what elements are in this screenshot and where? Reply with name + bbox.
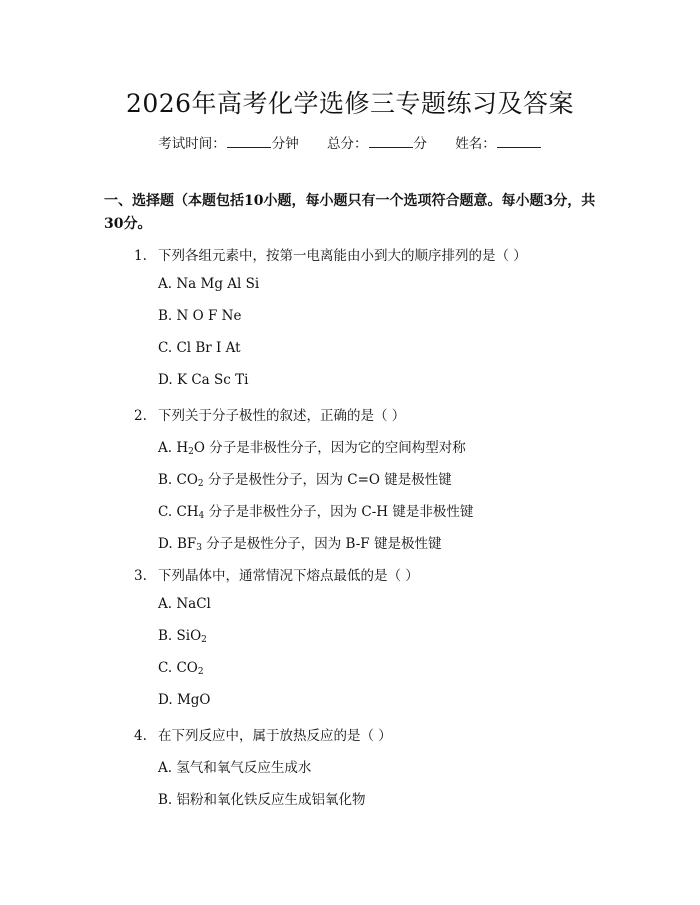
option-letter: B.	[158, 792, 173, 808]
option-letter: C.	[158, 660, 173, 676]
option-letter: D.	[158, 536, 173, 552]
exam-time-field	[158, 132, 299, 152]
option-letter: B.	[158, 308, 173, 324]
section-heading: 一、选择题（本题包括10小题，每小题只有一个选项符合题意。每小题3分，共30分。	[104, 193, 596, 232]
formula-text: BF	[176, 536, 197, 552]
formula-text: SiO	[176, 628, 202, 644]
formula-subscript: 2	[201, 635, 207, 645]
question-1	[134, 244, 527, 264]
time-label: 考试时间：	[158, 136, 226, 152]
option-2b	[158, 468, 452, 488]
question-number: 4.	[134, 728, 147, 744]
total-score-field	[327, 132, 427, 152]
name-label: 姓名：	[455, 136, 496, 152]
score-label: 总分：	[327, 136, 368, 152]
time-blank	[227, 135, 271, 148]
option-1b	[158, 308, 241, 324]
option-text: K Ca Sc Ti	[176, 372, 249, 388]
score-blank	[369, 135, 413, 148]
option-text: NaCl	[176, 596, 211, 612]
question-number: 3.	[134, 568, 147, 584]
question-2	[134, 404, 405, 424]
question-stem: 下列各组元素中，按第一电离能由小到大的顺序排列的是（ ）	[158, 248, 527, 264]
option-2c	[158, 500, 473, 520]
formula-text: CO	[176, 472, 198, 488]
question-4	[134, 724, 392, 744]
option-letter: A.	[158, 760, 173, 776]
option-text: MgO	[176, 692, 211, 708]
option-1d	[158, 372, 248, 388]
option-text: Cl Br I At	[176, 340, 241, 356]
option-2d	[158, 532, 441, 552]
question-stem: 下列晶体中，通常情况下熔点最低的是（ ）	[158, 568, 419, 584]
formula-text: CH	[176, 504, 199, 520]
option-letter: A.	[158, 596, 173, 612]
question-3	[134, 564, 419, 584]
question-number: 2.	[134, 408, 147, 424]
score-unit: 分	[413, 136, 427, 152]
exam-info-line	[0, 132, 700, 152]
option-text: 氢气和氧气反应生成水	[176, 760, 312, 776]
option-text: O 分子是非极性分子，因为它的空间构型对称	[193, 440, 466, 456]
formula-text: H	[176, 440, 189, 456]
option-1a	[158, 276, 259, 292]
option-text: 分子是非极性分子，因为 C-H 键是非极性键	[204, 504, 474, 520]
option-2a	[158, 436, 466, 456]
option-letter: B.	[158, 472, 173, 488]
question-number: 1.	[134, 248, 147, 264]
option-3b	[158, 628, 207, 644]
option-text: 分子是极性分子，因为 B-F 键是极性键	[201, 536, 442, 552]
option-text: Na Mg Al Si	[176, 276, 260, 292]
option-4b	[158, 788, 366, 808]
formula-subscript: 4	[198, 511, 205, 521]
option-letter: C.	[158, 504, 173, 520]
option-text: 分子是极性分子，因为 C=O 键是极性键	[203, 472, 452, 488]
option-text: N O F Ne	[176, 308, 242, 324]
page-title: 2026年高考化学选修三专题练习及答案	[125, 89, 575, 118]
option-letter: C.	[158, 340, 173, 356]
formula-subscript: 2	[188, 447, 194, 457]
formula-subscript: 3	[196, 543, 202, 553]
name-field	[455, 132, 542, 152]
question-stem: 在下列反应中，属于放热反应的是（ ）	[158, 728, 392, 744]
option-1c	[158, 340, 241, 356]
option-3c	[158, 660, 204, 676]
formula-text: CO	[176, 660, 198, 676]
option-letter: A.	[158, 276, 173, 292]
formula-subscript: 2	[197, 479, 204, 489]
question-stem: 下列关于分子极性的叙述，正确的是（ ）	[158, 408, 406, 424]
option-letter: A.	[158, 440, 173, 456]
option-letter: D.	[158, 692, 173, 708]
option-3a	[158, 596, 211, 612]
option-4a	[158, 756, 311, 776]
option-letter: B.	[158, 628, 173, 644]
option-3d	[158, 692, 210, 708]
formula-subscript: 2	[197, 667, 204, 677]
name-blank	[497, 135, 541, 148]
option-text: 铝粉和氧化铁反应生成铝氧化物	[176, 792, 366, 808]
time-unit: 分钟	[271, 136, 299, 152]
option-letter: D.	[158, 372, 173, 388]
